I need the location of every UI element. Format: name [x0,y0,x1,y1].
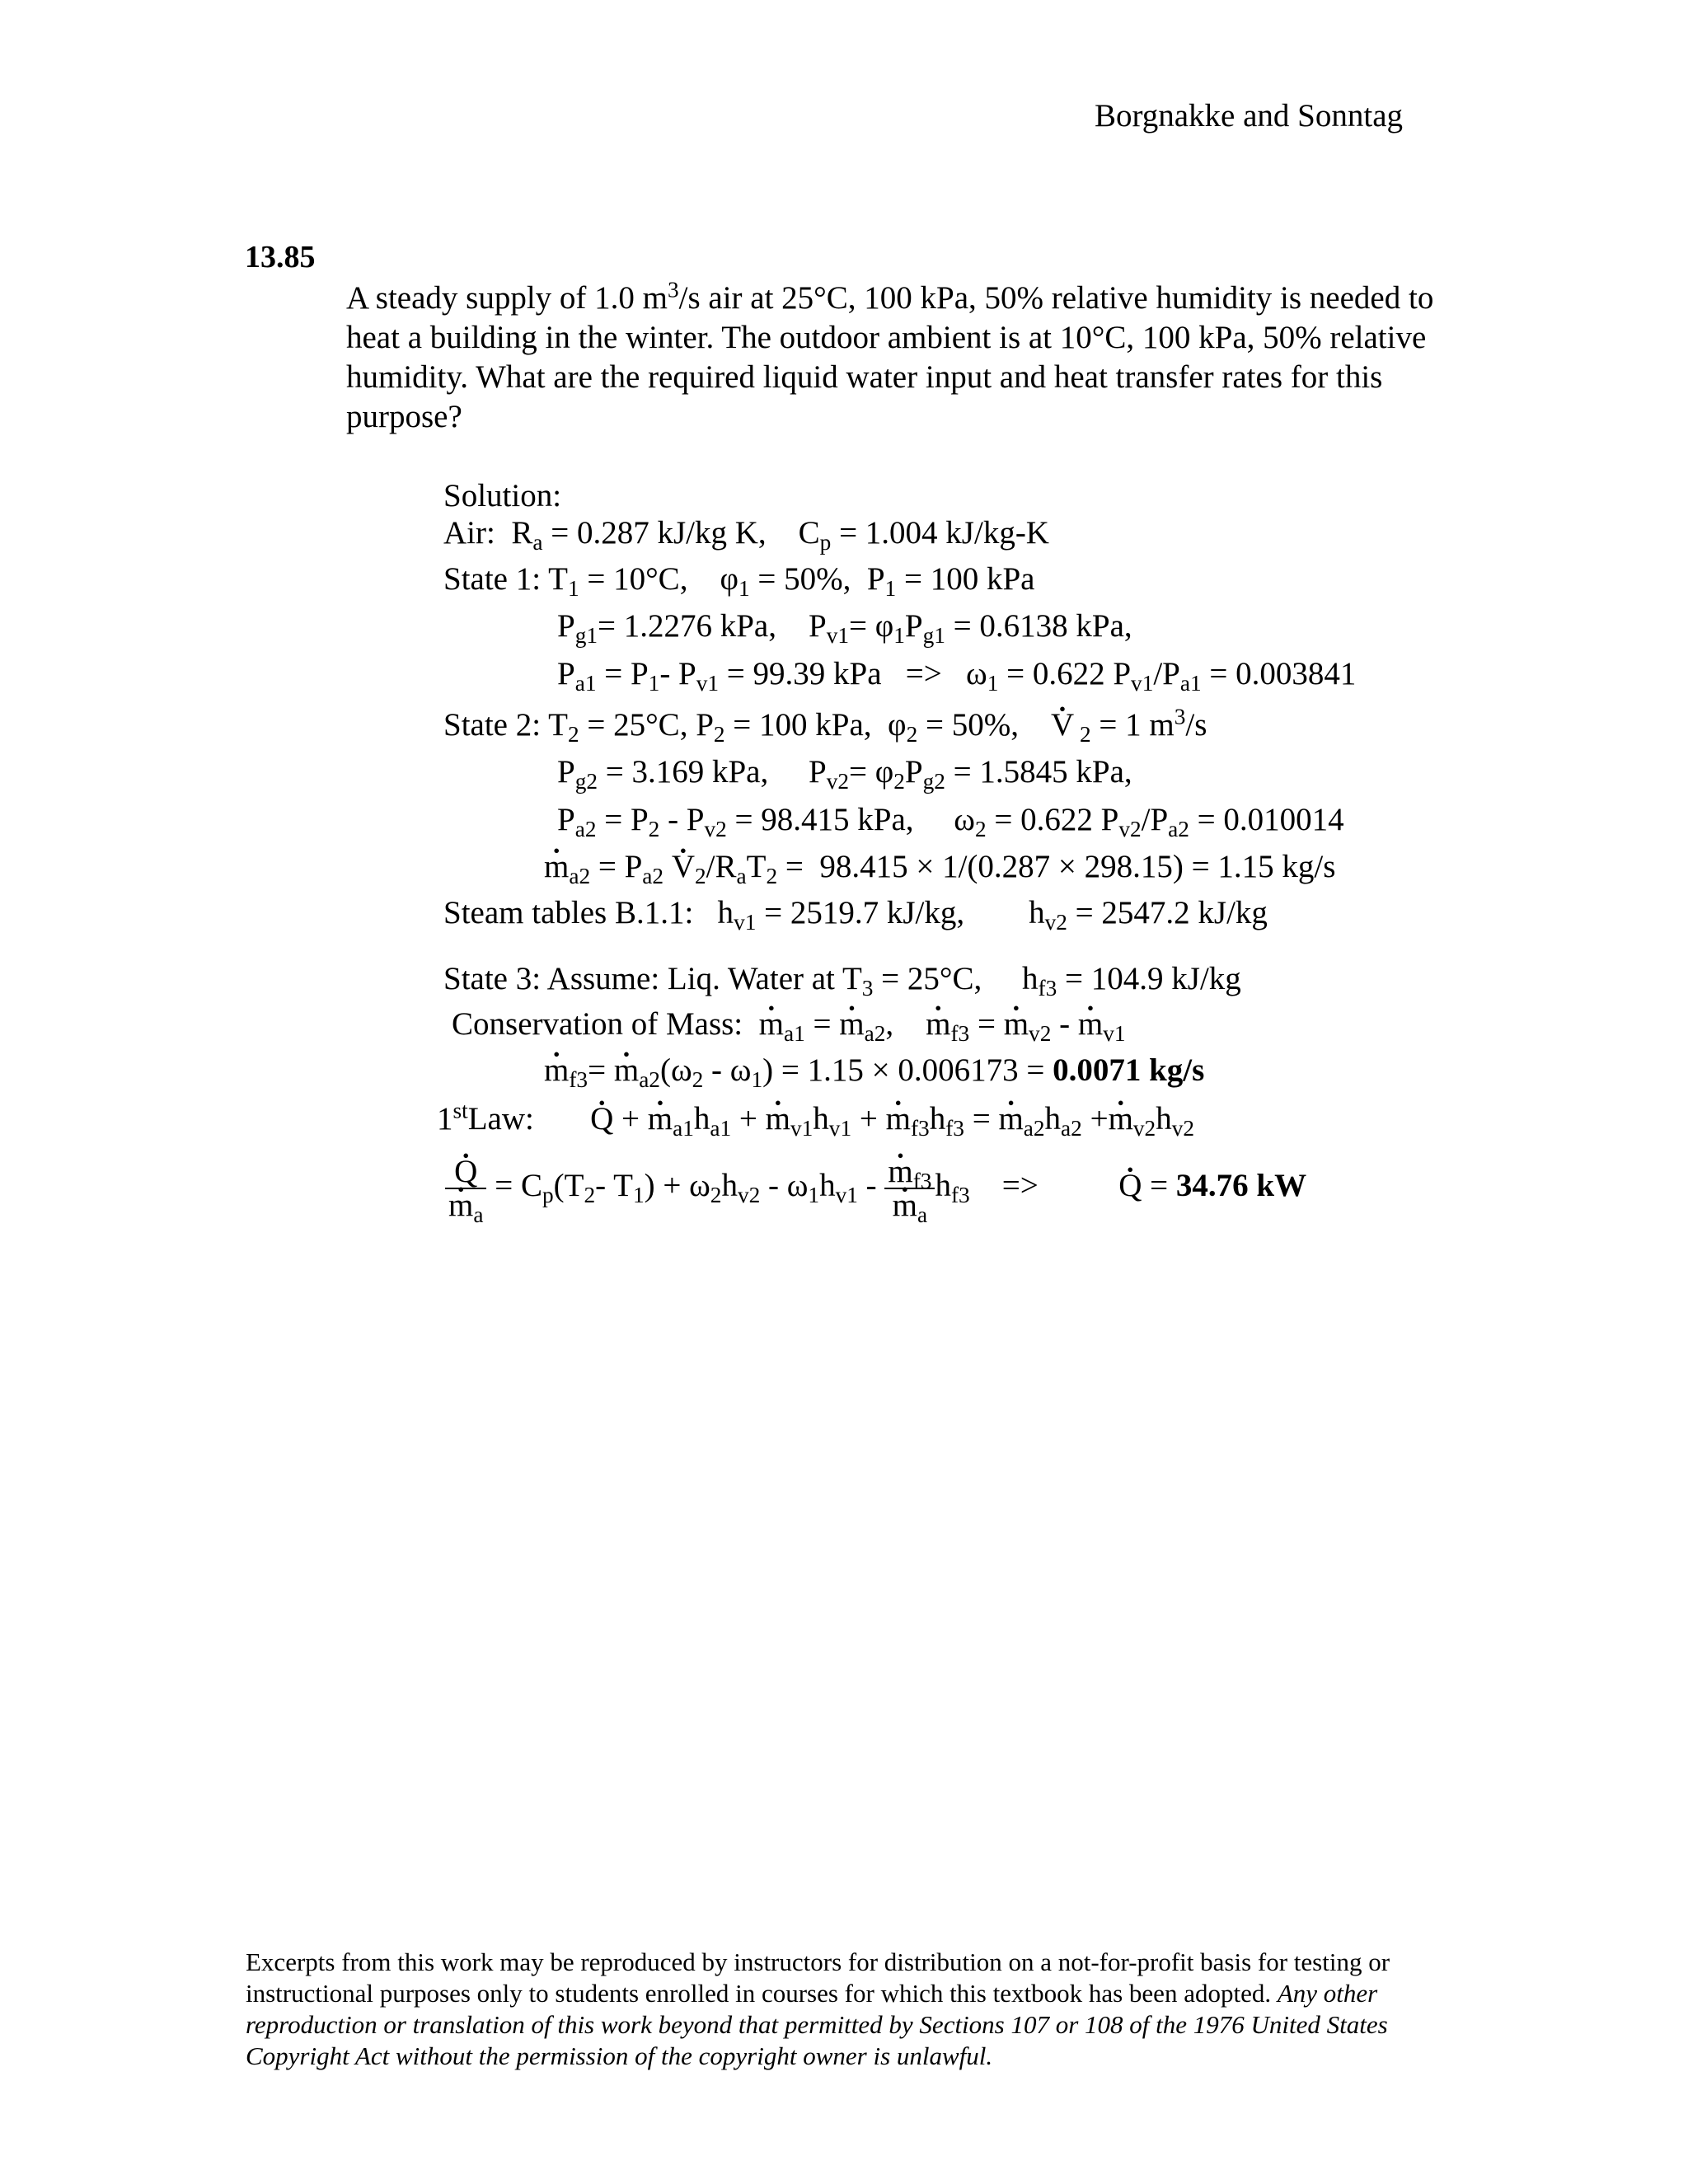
water-input-result: 0.0071 kg/s [1053,1052,1205,1088]
solution-heading: Solution: [443,478,562,513]
running-header: Borgnakke and Sonntag [1094,98,1403,134]
state2-mass-flow-line: • $m_{a2} = P_{a2}$ • $V_2/R_aT_2 = 98.415 \times 1/(0.287 \times 298.15) = 1.15$ kg/s [544,851,1335,883]
heat-transfer-result: 34.76 kW [1175,1167,1307,1203]
footer-normal-text: Excerpts from this work may be reproduced by instructors for distribution on a not-for-profit basis for testing or instructional purposes only to students enrolled in courses for which this textbook has been adopted. [246,1947,1390,2008]
problem-number: 13.85 [245,240,316,274]
problem-text-a: A steady supply of 1.0 m [346,280,668,316]
pt-air [0,0,1,1]
state1-pa-line: $P_{a1} = P_1-$ $P_{v1} = 99.39$ kPa => $\omega_1 = 0.622$ $P_{v1}/P_{a1} = 0.003841$ [557,656,1357,696]
air-properties-line: Air: $R_a = 0.287$ kJ/kg K, $C_p = 1.004$ kJ/kg-K [443,515,1049,555]
problem-text-b: /s air at 25°C, 100 kPa, 50% relative humidity is needed to heat a building in the winter. The outdoor ambient is at 10°C, 100 kPa, 50% relative humidity. What are the required liquid water input and heat transfer rates for this purpose? [346,280,1434,434]
state2-line: State 2: $T_2 = 25^\circ C$, $P_2 = 100$ kPa, $\varphi_2 = 50\%$, • V $_2$ = 1 $m^3/s$ [443,709,1207,741]
steam-tables-line: Steam tables B.1.1: $h_{v1} = 2519.7$ kJ/kg, $h_{v2} = 2547.2$ kJ/kg [443,895,1268,935]
state1-line: State 1: $T_1 = 10^\circ C$, $\varphi_1 = 50\%$, $P_1 = 100$ kPa [443,561,1035,602]
state1-pg-line: $P_{g1}= 1.2276$ kPa, $P_{v1}= \varphi_1P_{g1} = 0.6138$ kPa, [557,608,1132,649]
energy-equation-line: • Q • $m_a$ = $C_p(T_2-$ $T_1) + \omega_2h_{v2} - \omega_1h_{v1}$ - • $m_{f3}$ • $m_a$ $h_{f3}$ => • Q = 34.76 kW [445,1155,1306,1221]
problem-statement [346,279,1451,437]
problem-text-sup: 3 [667,277,679,302]
first-law-line: 1stLaw: • Q + • $m_{a1}h_{a1}$ + • $m_{v1}h_{v1}$ + • $m_{f3}h_{f3}$ = • $m_{a2}h_{a2}$ +• $m_{v2}h_{v2}$ [437,1103,1194,1135]
water-input-line: • $m_{f3}=$ • $m_{a2}(\omega_2 - \omega_1) = 1.15 \times 0.006173 = 0.0071$ kg/s [544,1054,1204,1086]
mf3-over-ma-fraction: • $m_{f3}$ • $m_a$ [884,1155,935,1221]
footer-italic-text: Any other reproduction or translation of this work beyond that permitted by Sections 107 or 108 of the 1976 United States Copyright Act without the permission of the copyright owner is unlawful. [246,1979,1388,2070]
solution-plaintext [0,0,1,1]
state2-pa-line: $P_{a2} = P_2 - P_{v2} = 98.415$ kPa, $\omega_2 = 0.622$ $P_{v2}/P_{a2} = 0.010014$ [557,802,1344,842]
mass-conservation-line: Conservation of Mass: • $m_{a1}$ = • $m_{a2}$, • $m_{f3}$ = • $m_{v2}$ - • $m_{v1}$ [452,1008,1125,1040]
state2-pg-line: $P_{g2} = 3.169$ kPa, $P_{v2}= \varphi_2P_{g2} = 1.5845$ kPa, [557,754,1132,794]
copyright-footer [246,1947,1449,2072]
state3-line: State 3: Assume: Liq. Water at $T_3 = 25^\circ C$, $h_{f3} = 104.9$ kJ/kg [443,961,1241,1001]
q-over-ma-fraction: • Q • $m_a$ [445,1155,486,1221]
